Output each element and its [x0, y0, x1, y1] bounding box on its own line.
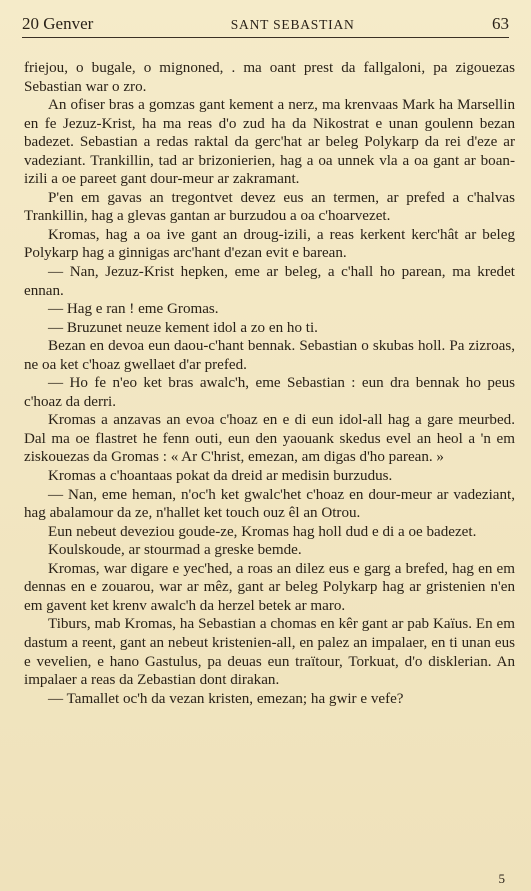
paragraph: — Bruzunet neuze kement idol a zo en ho ti.: [48, 319, 318, 336]
paragraph: — Tamallet oc'h da vezan kristen, emezan; ha gwir e vefe?: [48, 690, 404, 707]
header-title: SANT SEBASTIAN: [230, 17, 355, 32]
paragraph: Tiburs, mab Kromas, ha Sebastian a chomas en kêr gant ar pab Kaïus. En em dastum a reent, gant an nebeut kristenien-all, en palez an impalaer, en ti unan eus e vevelien, e hano Gastulus, pa deuas eun traïtour, Torkuat, d'o disklerian. An impalaer a reas da Zebastian dont dirakan.: [24, 616, 515, 689]
paragraph: friejou, o bugale, o mignoned, . ma oant prest da fallgaloni, pa zigouezas Sebastian war o zro.: [24, 60, 515, 95]
paragraph: An ofiser bras a gomzas gant kement a nerz, ma krenvaas Mark ha Marsellin en fe Jezuz-Krist, ha ma reas d'o zud ha da Nikostrat e unan goulenn bezan badezet. Sebastian a redas raktal da gerc'hat ar beleg Polykarp da rei d'eze ar vadeziant. Trankillin, tad ar brizonierien, hag a oa unnek vla a oa gant ar boan-izili a oe pareet gant dour-meur ar zakramant.: [24, 97, 515, 188]
paragraph: Kromas, war digare e yec'hed, a roas an dilez eus e garg a brefed, hag en em dennas en e zouarou, war ar mêz, gant ar beleg Polykarp hag ar gristenien n'en em gavent ket krenv awalc'h da herzel betek ar maro.: [24, 560, 515, 614]
paragraph: Kromas, hag a oa ive gant an droug-izili, a reas kerkent kerc'hât ar beleg Polykarp hag a ginnigas arc'hant d'ezan evit e barean.: [24, 226, 515, 262]
header-page-number: 63: [492, 14, 509, 33]
paragraph: Eun nebeut deveziou goude-ze, Kromas hag holl dud e di a oe badezet.: [48, 523, 477, 540]
paragraph: P'en em gavas an tregontvet devez eus an termen, ar prefed a c'halvas Trankillin, hag a glevas gantan ar burzudou a oa c'hoarvezet.: [24, 189, 515, 225]
paragraph: Kromas a c'hoantaas pokat da dreid ar medisin burzudus.: [48, 468, 393, 485]
paragraph: — Hag e ran ! eme Gromas.: [48, 301, 219, 318]
paragraph: Kromas a anzavas an evoa c'hoaz en e di eun idol-all hag a gare meurbed. Dal ma oe flastret he fenn outi, eun den yaouank skedus evel an heol a 'n em ziskouezas da Gromas : « Ar C'hrist, emezan, am digas d'ho parean. »: [24, 412, 515, 466]
signature-number: 5: [498, 871, 505, 886]
header-date: 20 Genver: [22, 14, 94, 33]
paragraph: Bezan en devoa eun daou-c'hant bennak. Sebastian o skubas holl. Pa zizroas, ne oa ket c'hoaz gwellaet d'ar prefed.: [24, 338, 515, 373]
running-header: [22, 14, 509, 36]
body-text: [24, 59, 515, 708]
paragraph: — Nan, Jezuz-Krist hepken, eme ar beleg, a c'hall ho parean, ma kredet ennan.: [24, 264, 515, 299]
paragraph: Koulskoude, ar stourmad a greske bemde.: [48, 542, 302, 559]
paragraph: — Ho fe n'eo ket bras awalc'h, eme Sebastian : eun dra bennak ho peus c'hoaz da derri.: [24, 375, 515, 410]
header-rule: [22, 37, 509, 38]
paragraph: — Nan, eme heman, n'oc'h ket gwalc'het c'hoaz en dour-meur ar vadeziant, hag abalamour da ze, n'hallet ket touch ouz êl an Otrou.: [24, 486, 515, 522]
